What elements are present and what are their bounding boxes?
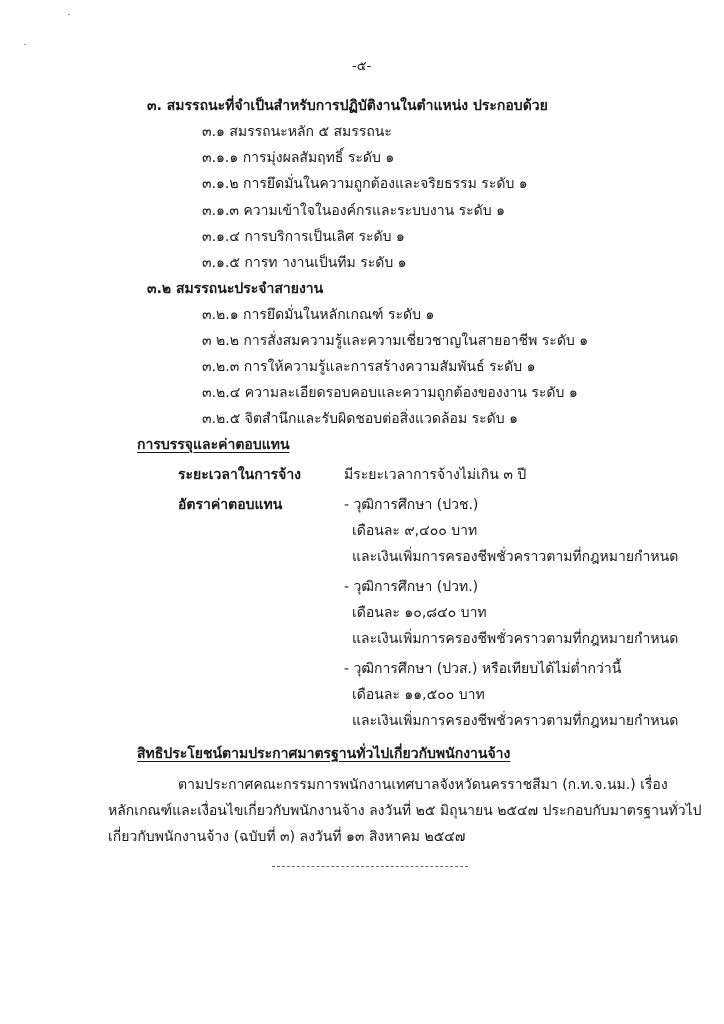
duration-value: มีระยะเวลาการจ้างไม่เกิน ๓ ปี [344, 467, 527, 483]
core-item: ๓.๑.๔ การบริการเป็นเลิศ ระดับ ๑ [202, 229, 405, 245]
duration-label: ระยะเวลาในการจ้าง [178, 467, 302, 483]
section3-heading: ๓. สมรรถนะที่จำเป็นสำหรับการปฏิบัติงานในตำแหน่ง ประกอบด้วย [147, 98, 548, 114]
core-item: ๓.๑.๒ การยึดมั่นในความถูกต้องและจริยธรรม ระดับ ๑ [202, 176, 528, 192]
line-item: ๓ ๒.๒ การสั่งสมความรู้และความเชี่ยวชาญในสายอาชีพ ระดับ ๑ [202, 333, 589, 349]
benefits-text-line: ตามประกาศคณะกรรมการพนักงานเทศบาลจังหวัดนครราชสีมา (ก.ท.จ.นม.) เรื่อง [178, 777, 668, 793]
core-item: ๓.๑.๑ การมุ่งผลสัมฤทธิ์ ระดับ ๑ [202, 150, 395, 166]
benefits-text-line: หลักเกณฑ์และเงื่อนไขเกี่ยวกับพนักงานจ้าง ลงวันที่ ๒๕ มิถุนายน ๒๕๔๗ ประกอบกับมาตรฐานทั่วไป [108, 803, 702, 819]
rate-salary: เดือนละ ๑๑,๕๐๐ บาท [352, 687, 485, 703]
line-item: ๓.๒.๔ ความละเอียดรอบคอบและความถูกต้องของงาน ระดับ ๑ [202, 385, 578, 401]
line-item: ๓.๒.๓ การให้ความรู้และการสร้างความสัมพันธ์ ระดับ ๑ [202, 359, 536, 375]
rate-qualification: - วุฒิการศึกษา (ปวส.) หรือเทียบได้ไม่ต่ำกว่านี้ [344, 661, 622, 677]
rate-note: และเงินเพิ่มการครองชีพชั่วคราวตามที่กฎหมายกำหนด [352, 713, 679, 729]
rate-salary: เดือนละ ๑๐,๘๔๐ บาท [352, 605, 487, 621]
compensation-heading: การบรรจุและค่าตอบแทน [137, 437, 290, 453]
scan-speck [24, 44, 26, 45]
benefits-text-line: เกี่ยวกับพนักงานจ้าง (ฉบับที่ ๓) ลงวันที่ ๑๓ สิงหาคม ๒๕๔๗ [108, 829, 466, 845]
rate-qualification: - วุฒิการศึกษา (ปวช.) [344, 497, 479, 513]
rate-salary: เดือนละ ๙,๔๐๐ บาท [352, 523, 478, 539]
rate-label: อัตราค่าตอบแทน [178, 497, 283, 513]
page-number: -๕- [352, 59, 372, 74]
line-item: ๓.๒.๑ การยึดมั่นในหลักเกณฑ์ ระดับ ๑ [202, 307, 435, 323]
core-item: ๓.๑.๕ การท างานเป็นทีม ระดับ ๑ [202, 255, 407, 271]
rate-note: และเงินเพิ่มการครองชีพชั่วคราวตามที่กฎหมายกำหนด [352, 549, 679, 565]
line-competency-heading: ๓.๒ สมรรถนะประจำสายงาน [147, 281, 324, 297]
rate-qualification: - วุฒิการศึกษา (ปวท.) [344, 579, 479, 595]
benefits-heading: สิทธิประโยชน์ตามประกาศมาตรฐานทั่วไปเกี่ยวกับพนักงานจ้าง [137, 746, 511, 762]
scan-speck [68, 14, 70, 15]
line-item: ๓.๒.๕ จิตสำนึกและรับผิดชอบต่อสิ่งแวดล้อม ระดับ ๑ [202, 411, 518, 427]
end-divider [272, 866, 468, 867]
core-item: ๓.๑.๓ ความเข้าใจในองค์กรและระบบงาน ระดับ ๑ [202, 203, 505, 219]
core-competency-heading: ๓.๑ สมรรถนะหลัก ๕ สมรรถนะ [202, 124, 392, 140]
rate-note: และเงินเพิ่มการครองชีพชั่วคราวตามที่กฎหมายกำหนด [352, 631, 679, 647]
